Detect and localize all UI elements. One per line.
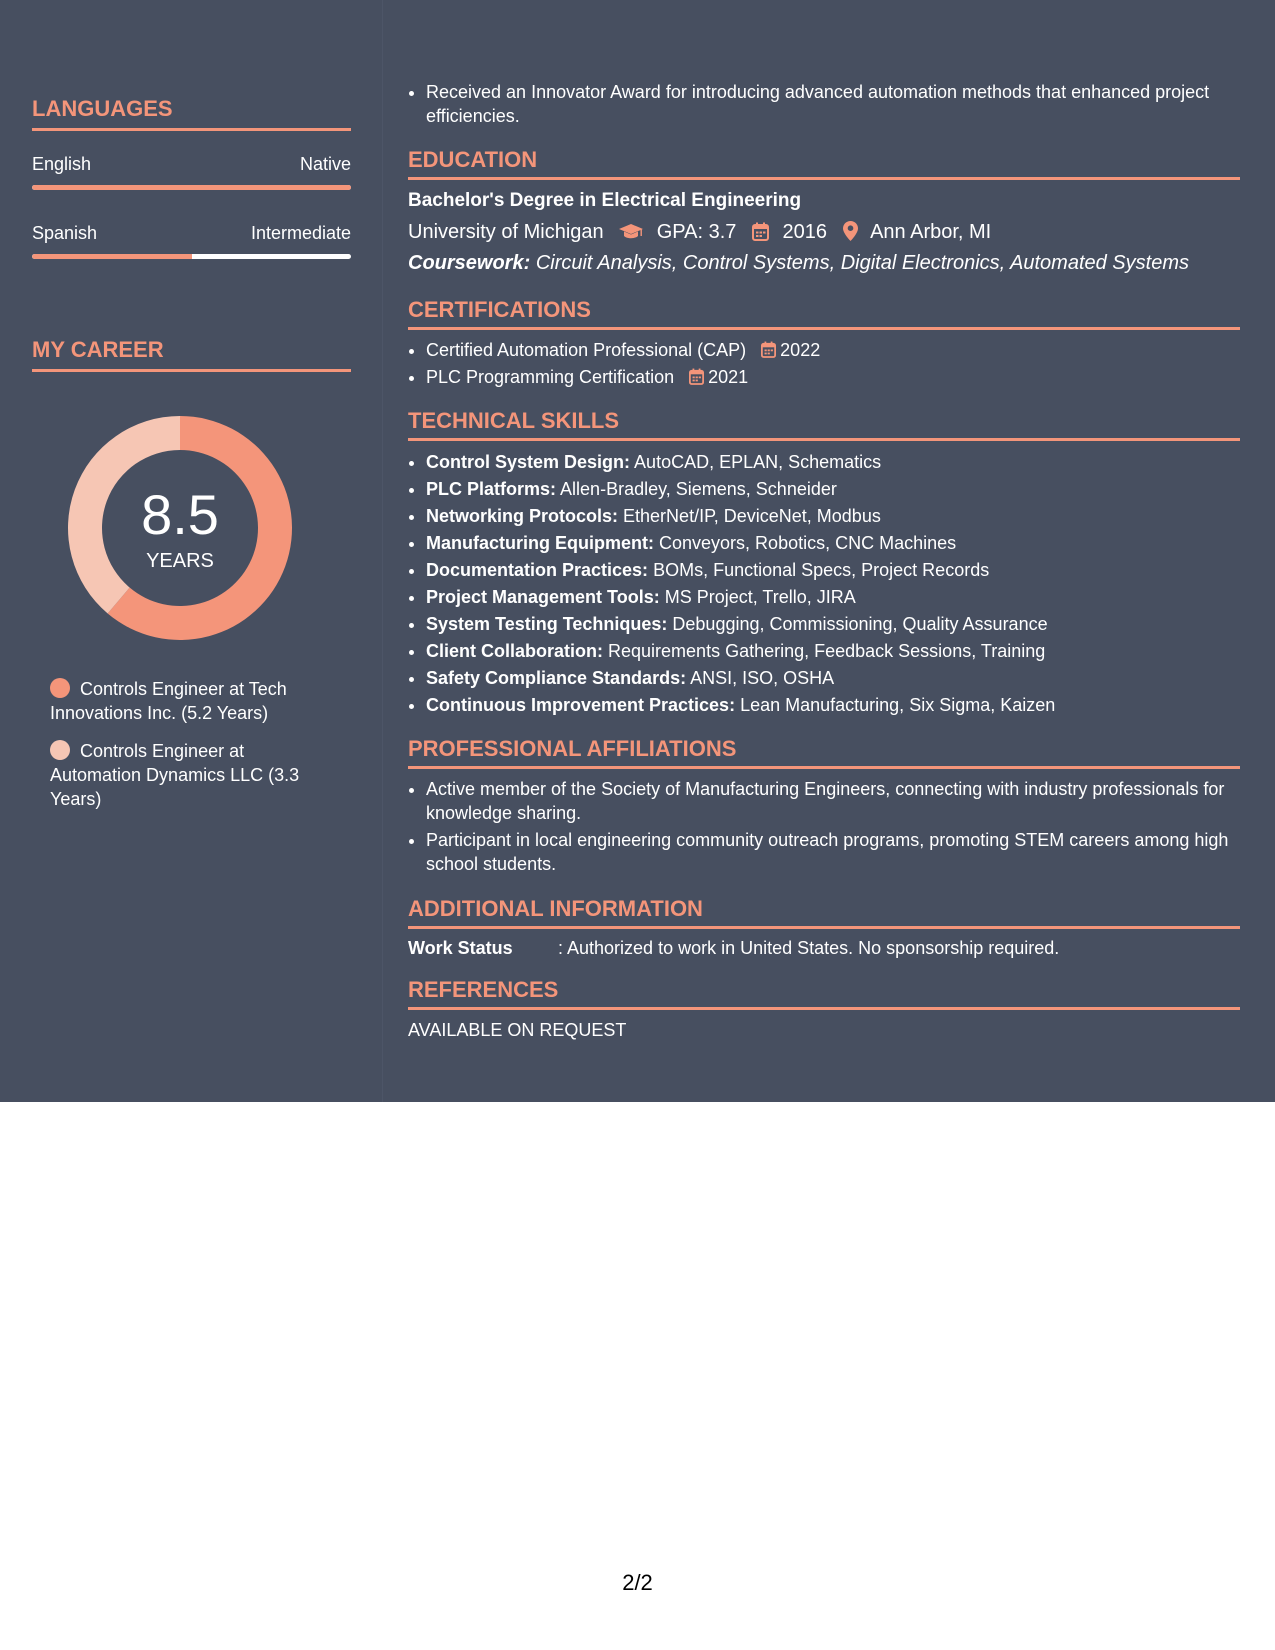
career-total-unit: YEARS bbox=[146, 550, 214, 572]
calendar-icon bbox=[752, 222, 769, 247]
skill-item bbox=[426, 639, 1240, 663]
affiliations-title: PROFESSIONAL AFFILIATIONS bbox=[408, 736, 1240, 769]
language-bar-fill bbox=[32, 185, 351, 190]
skill-item bbox=[426, 693, 1240, 717]
skill-item bbox=[426, 666, 1240, 690]
languages-title: LANGUAGES bbox=[32, 96, 351, 131]
career-legend-item bbox=[50, 677, 320, 725]
skill-label: Project Management Tools: bbox=[426, 587, 660, 607]
certifications-list bbox=[408, 338, 1240, 392]
education-degree: Bachelor's Degree in Electrical Engineering bbox=[408, 190, 802, 211]
skill-value: BOMs, Functional Specs, Project Records bbox=[653, 560, 990, 580]
skill-label: Control System Design: bbox=[426, 452, 631, 472]
language-name: Spanish bbox=[32, 223, 98, 243]
skill-value: EtherNet/IP, DeviceNet, Modbus bbox=[623, 506, 881, 526]
skill-label: Client Collaboration: bbox=[426, 641, 603, 661]
skill-value: AutoCAD, EPLAN, Schematics bbox=[634, 452, 882, 472]
career-title: MY CAREER bbox=[32, 337, 351, 372]
calendar-icon bbox=[689, 368, 704, 385]
career-legend-label: Controls Engineer at Automation Dynamics LLC (3.3 Years) bbox=[50, 741, 300, 809]
legend-dot-icon bbox=[50, 678, 70, 698]
certification-name: Certified Automation Professional (CAP) bbox=[426, 340, 747, 360]
language-name: English bbox=[32, 154, 92, 174]
column-divider bbox=[382, 0, 383, 1102]
skill-item bbox=[426, 612, 1240, 636]
references-text: AVAILABLE ON REQUEST bbox=[408, 1020, 627, 1040]
additional-info-title: ADDITIONAL INFORMATION bbox=[408, 896, 1240, 929]
certification-item bbox=[426, 338, 1240, 362]
career-legend-item bbox=[50, 739, 320, 811]
language-level: Native bbox=[299, 154, 351, 174]
skills-list bbox=[408, 450, 1240, 720]
certification-date bbox=[761, 340, 820, 360]
affiliation-item: • Participant in local engineering community outreach programs, promoting STEM careers among high school students. bbox=[426, 828, 1240, 876]
experience-bullet: • Received an Innovator Award for introducing advanced automation methods that enhanced project efficiencies. bbox=[426, 80, 1240, 128]
skill-value: Allen-Bradley, Siemens, Schneider bbox=[560, 479, 837, 499]
affiliation-item: • Active member of the Society of Manufacturing Engineers, connecting with industry professionals for knowledge sharing. bbox=[426, 777, 1240, 825]
legend-dot-icon bbox=[50, 740, 70, 760]
career-total-years: 8.5 bbox=[141, 483, 219, 546]
skill-item bbox=[426, 504, 1240, 528]
skill-label: Manufacturing Equipment: bbox=[426, 533, 654, 553]
skill-label: Documentation Practices: bbox=[426, 560, 649, 580]
work-status-label: Work Status bbox=[408, 938, 513, 958]
certification-name: PLC Programming Certification bbox=[426, 367, 675, 387]
skill-label: Safety Compliance Standards: bbox=[426, 668, 687, 688]
references-title: REFERENCES bbox=[408, 977, 1240, 1010]
skill-item bbox=[426, 450, 1240, 474]
education-school: University of Michigan bbox=[408, 221, 604, 243]
language-bar-spanish bbox=[32, 254, 351, 259]
language-level: Intermediate bbox=[250, 223, 351, 243]
skill-item bbox=[426, 531, 1240, 555]
certification-year: 2021 bbox=[708, 367, 749, 387]
coursework-value: Circuit Analysis, Control Systems, Digital Electronics, Automated Systems bbox=[535, 252, 1189, 274]
coursework-label: Coursework: bbox=[408, 252, 531, 274]
skill-value: Lean Manufacturing, Six Sigma, Kaizen bbox=[740, 695, 1056, 715]
graduation-cap-icon bbox=[619, 223, 643, 247]
calendar-icon bbox=[761, 341, 776, 358]
skill-value: Conveyors, Robotics, CNC Machines bbox=[659, 533, 957, 553]
experience-bullets bbox=[408, 80, 1240, 131]
education-details bbox=[408, 221, 991, 247]
location-pin-icon bbox=[843, 221, 858, 247]
skill-label: PLC Platforms: bbox=[426, 479, 557, 499]
language-bar-english bbox=[32, 185, 351, 190]
affiliations-list bbox=[408, 777, 1240, 879]
skill-value: ANSI, ISO, OSHA bbox=[690, 668, 835, 688]
education-year: 2016 bbox=[782, 221, 828, 243]
certifications-title: CERTIFICATIONS bbox=[408, 297, 1240, 330]
skill-label: System Testing Techniques: bbox=[426, 614, 668, 634]
work-status-row bbox=[408, 938, 1059, 959]
career-legend-label: Controls Engineer at Tech Innovations Inc. (5.2 Years) bbox=[50, 679, 287, 723]
skill-value: Requirements Gathering, Feedback Sessions, Training bbox=[608, 641, 1046, 661]
certification-date bbox=[689, 367, 748, 387]
certification-item bbox=[426, 365, 1240, 389]
education-location: Ann Arbor, MI bbox=[870, 221, 992, 243]
education-title: EDUCATION bbox=[408, 147, 1240, 180]
skills-title: TECHNICAL SKILLS bbox=[408, 408, 1240, 441]
certification-year: 2022 bbox=[780, 340, 821, 360]
skill-item bbox=[426, 477, 1240, 501]
language-bar-fill bbox=[32, 254, 192, 259]
education-gpa: GPA: 3.7 bbox=[656, 221, 737, 243]
skill-item bbox=[426, 585, 1240, 609]
skill-item bbox=[426, 558, 1240, 582]
skill-value: Debugging, Commissioning, Quality Assurance bbox=[672, 614, 1048, 634]
page-number: 2/2 bbox=[622, 1570, 653, 1595]
education-coursework bbox=[408, 252, 1189, 275]
work-status-value: : Authorized to work in United States. No sponsorship required. bbox=[558, 938, 1060, 958]
skill-value: MS Project, Trello, JIRA bbox=[664, 587, 856, 607]
skill-label: Networking Protocols: bbox=[426, 506, 619, 526]
skill-label: Continuous Improvement Practices: bbox=[426, 695, 736, 715]
